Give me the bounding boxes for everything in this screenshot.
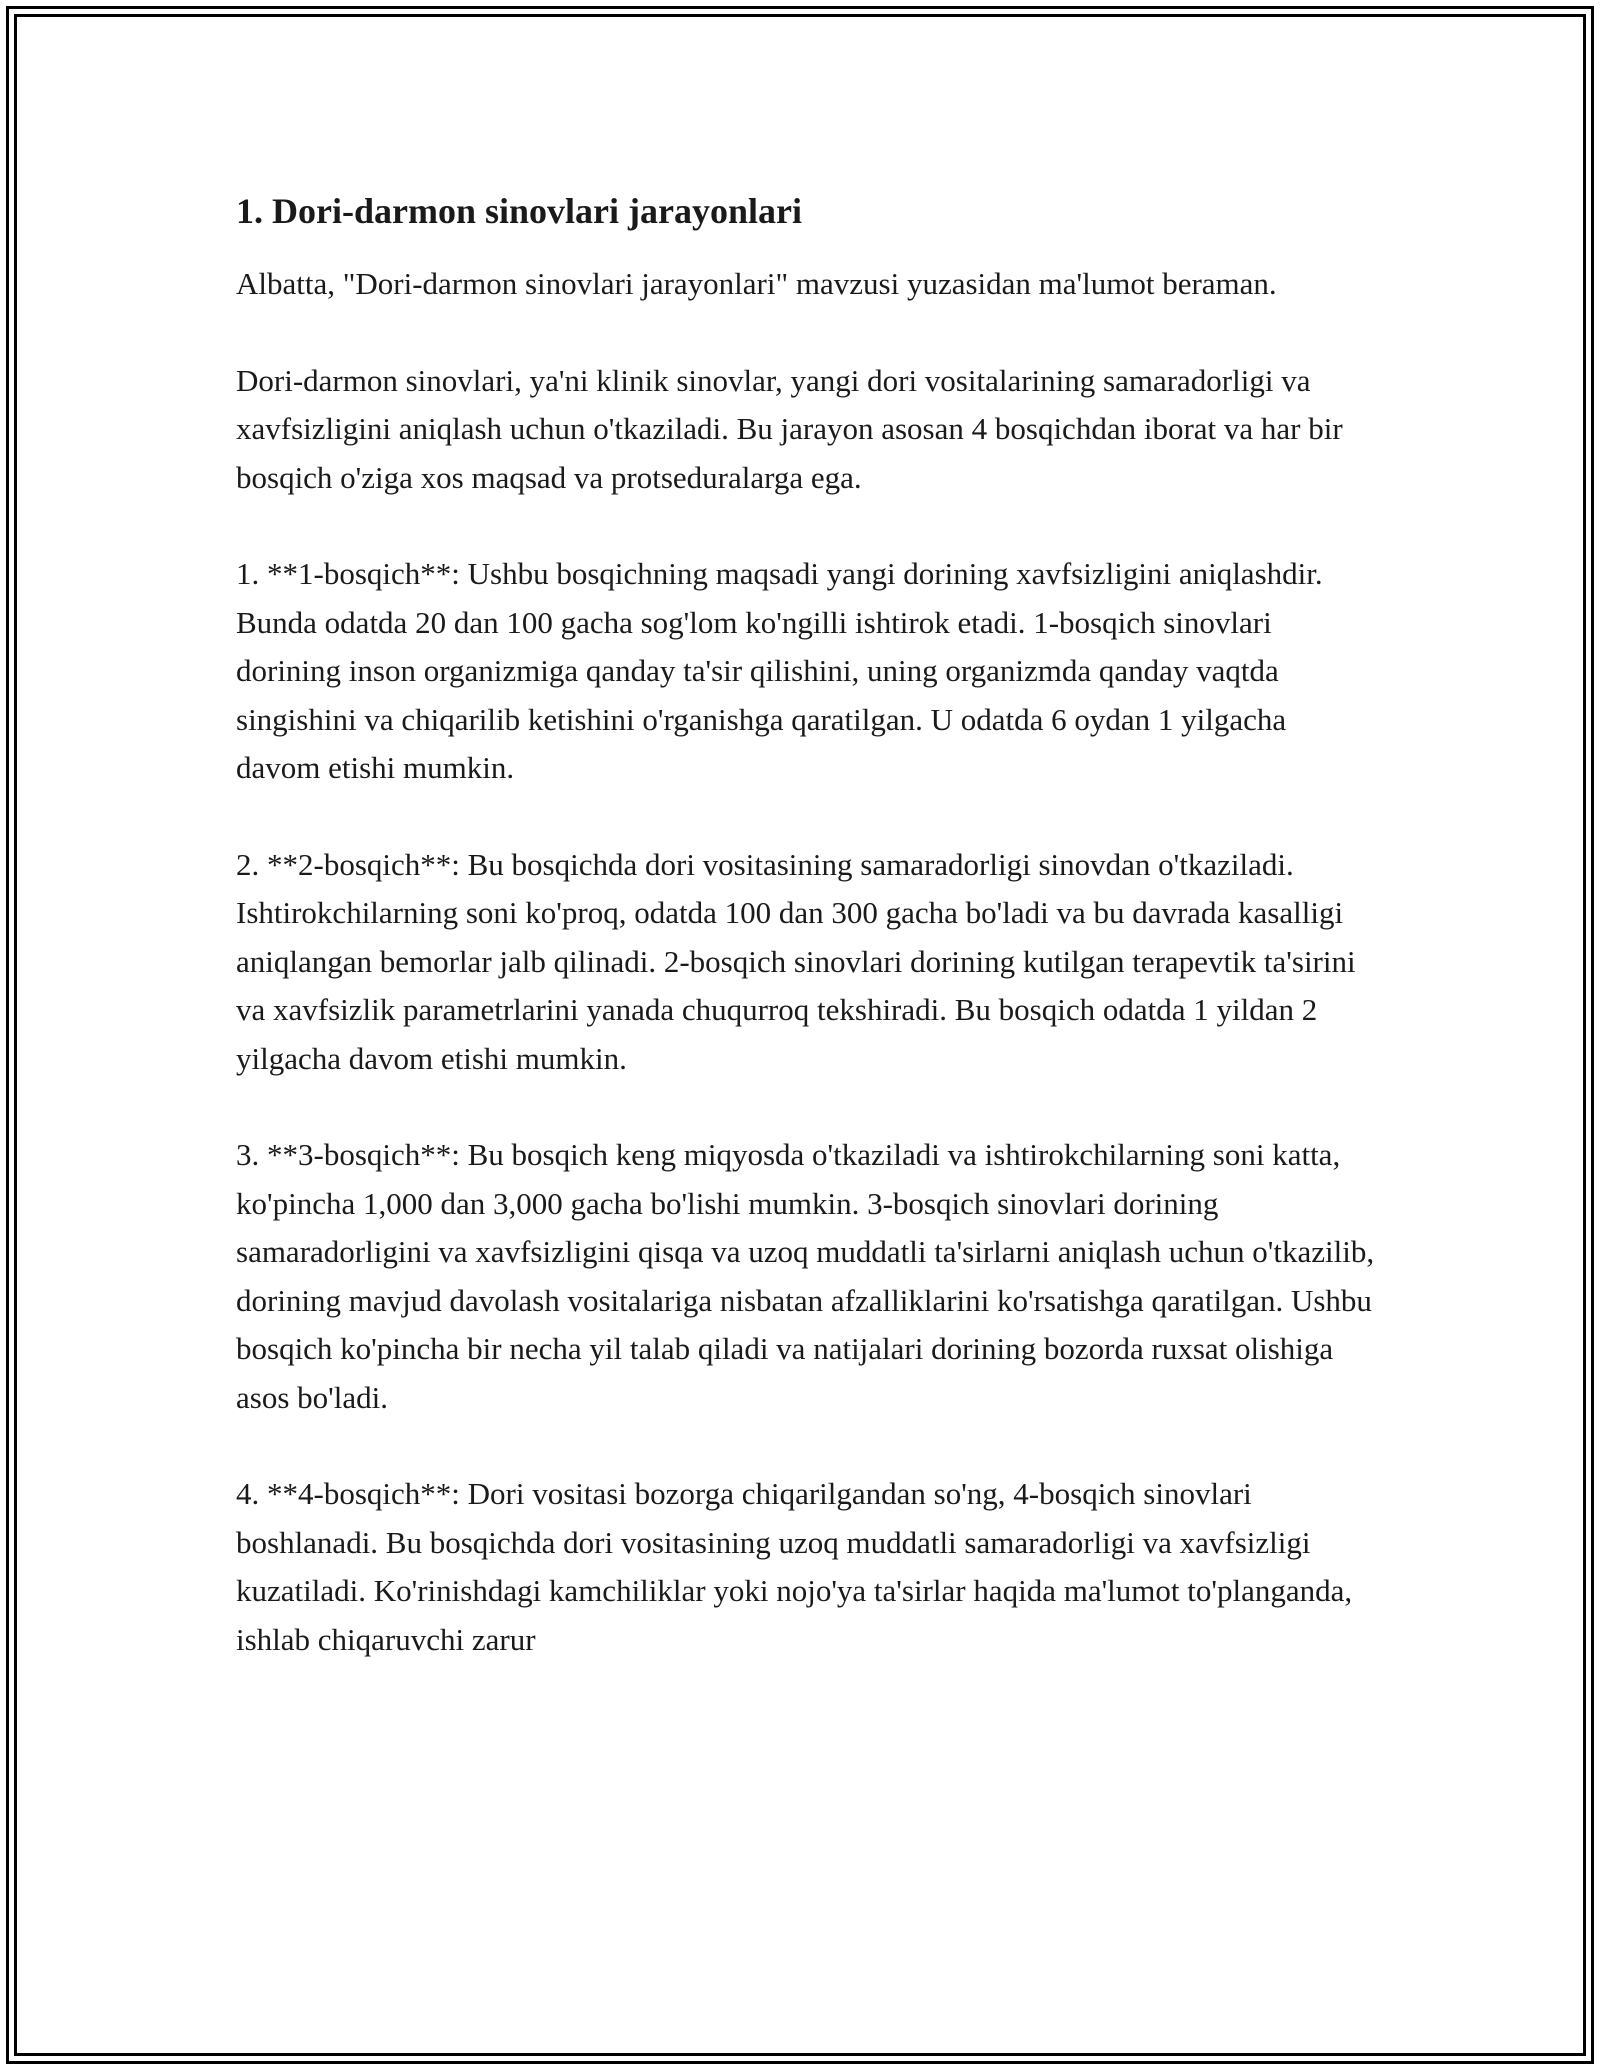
- stage-1-paragraph: 1. **1-bosqich**: Ushbu bosqichning maqsadi yangi dorining xavfsizligini aniqlashdir. Bunda odatda 20 dan 100 gacha sog'lom ko'ngilli ishtirok etadi. 1-bosqich sinovlari dorining inson organizmiga qanday ta'sir qilishini, uning organizmda qanday vaqtda singishini va chiqarilib ketishini o'rganishga qaratilgan. U odatda 6 oydan 1 yilgacha davom etishi mumkin.: [236, 556, 1323, 785]
- stage-2-paragraph: 2. **2-bosqich**: Bu bosqichda dori vositasining samaradorligi sinovdan o'tkaziladi. Ishtirokchilarning soni ko'proq, odatda 100 dan 300 gacha bo'ladi va bu davrada kasalligi aniqlangan bemorlar jalb qilinadi. 2-bosqich sinovlari dorining kutilgan terapevtik ta'sirini va xavfsizlik parametrlarini yanada chuqurroq tekshiradi. Bu bosqich odatda 1 yildan 2 yilgacha davom etishi mumkin.: [236, 846, 1356, 1076]
- overview-paragraph: Dori-darmon sinovlari, ya'ni klinik sinovlar, yangi dori vositalarining samaradorligi va xavfsizligini aniqlash uchun o'tkaziladi. Bu jarayon asosan 4 bosqichdan iborat va har bir bosqich o'ziga xos maqsad va protseduralarga ega.: [236, 362, 1343, 495]
- intro-paragraph: Albatta, "Dori-darmon sinovlari jarayonlari" mavzusi yuzasidan ma'lumot beraman.: [236, 266, 1277, 301]
- stage-3-paragraph: 3. **3-bosqich**: Bu bosqich keng miqyosda o'tkaziladi va ishtirokchilarning soni katta, ko'pincha 1,000 dan 3,000 gacha bo'lishi mumkin. 3-bosqich sinovlari dorining samaradorligini va xavfsizligini qisqa va uzoq muddatli ta'sirlarni aniqlash uchun o'tkazilib, dorining mavjud davolash vositalariga nisbatan afzalliklarini ko'rsatishga qaratilgan. Ushbu bosqich ko'pincha bir necha yil talab qiladi va natijalari dorining bozorda ruxsat olishiga asos bo'ladi.: [236, 1137, 1375, 1415]
- stage-4-paragraph: 4. **4-bosqich**: Dori vositasi bozorga chiqarilgandan so'ng, 4-bosqich sinovlari boshlanadi. Bu bosqichda dori vositasining uzoq muddatli samaradorligi va xavfsizligi kuzatiladi. Ko'rinishdagi kamchiliklar yoki nojo'ya ta'sirlar haqida ma'lumot to'planganda, ishlab chiqaruvchi zarur: [236, 1476, 1353, 1657]
- document-title: 1. Dori-darmon sinovlari jarayonlari: [236, 191, 802, 231]
- document-body: [236, 188, 1376, 1712]
